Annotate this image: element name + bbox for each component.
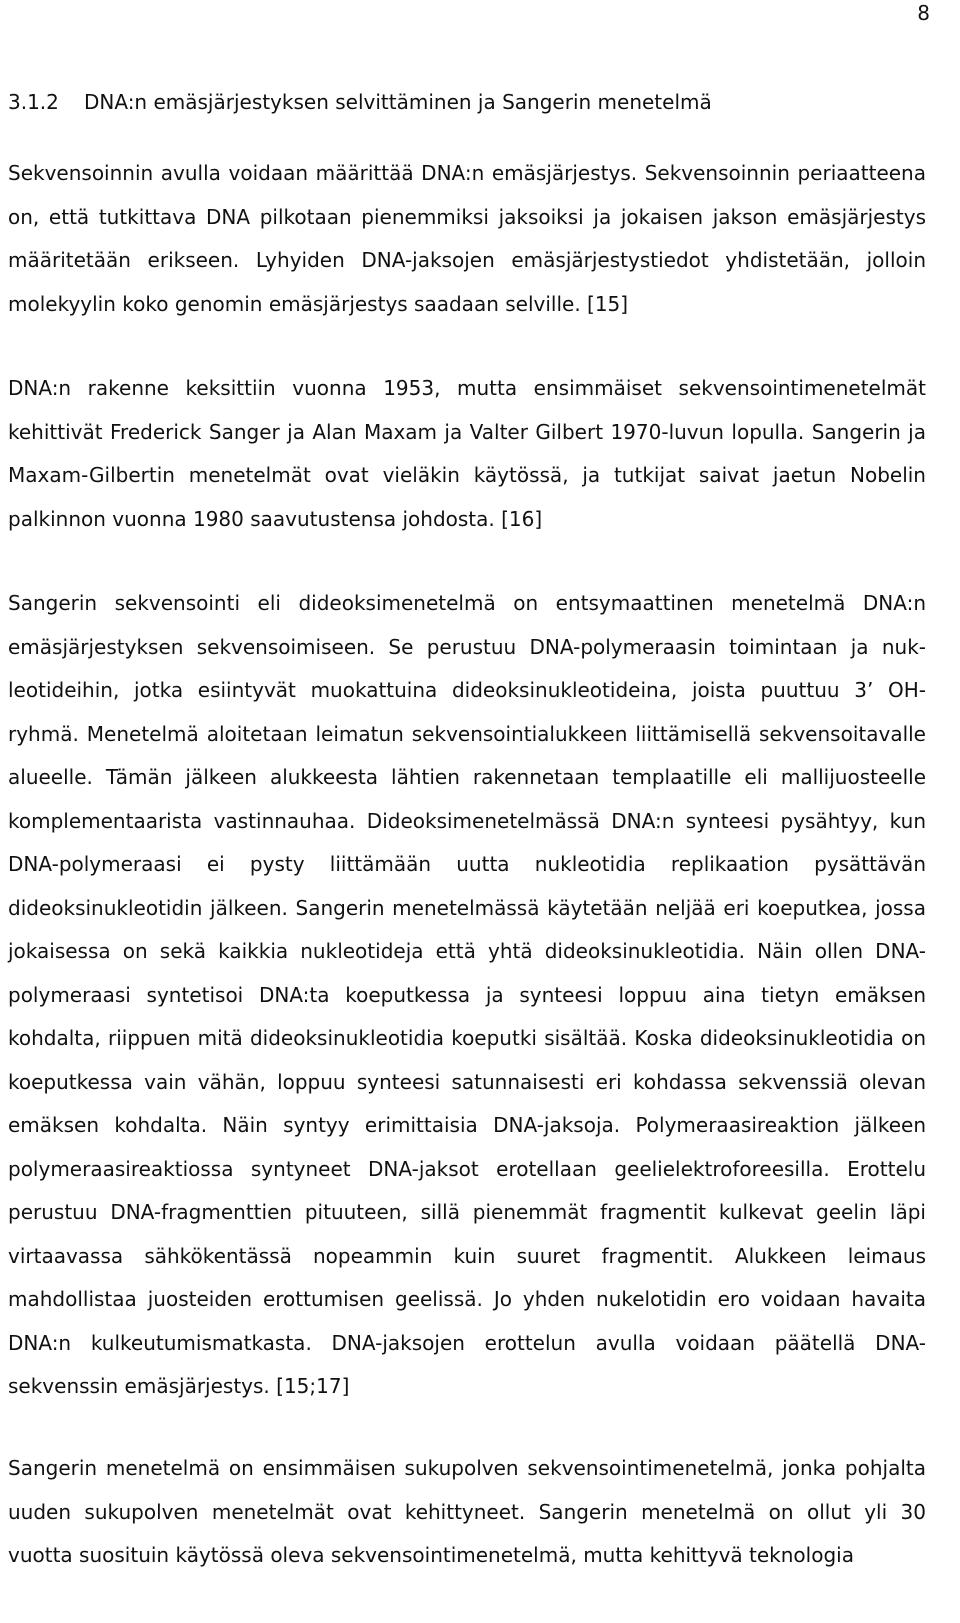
section-heading: [8, 86, 930, 118]
paragraph-history: DNA:n rakenne keksittiin vuonna 1953, mutta ensimmäiset sekvensointimenetelmät kehittivät Frederick Sanger ja Alan Maxam ja Valter Gilbert 1970-luvun lopulla. Sangerin ja Maxam-Gilbertin menetelmät ovat vieläkin käytössä, ja tutkijat saivat jaetun Nobelin palkinnon vuonna 1980 saavutustensa johdosta. [16]: [8, 376, 926, 531]
paragraph-first-generation: Sangerin menetelmä on ensimmäisen sukupolven sekvensointimenetelmä, jonka pohjalta uuden sukupolven menetelmät ovat kehittyneet. Sangerin menetelmä on ollut yli 30 vuotta suosituin käytössä oleva sekvensointimenetelmä, mutta kehittyvä teknologia: [8, 1456, 926, 1567]
section-number: 3.1.2: [8, 90, 59, 114]
page-number: 8: [917, 1, 930, 25]
paragraph-sanger-method: Sangerin sekvensointi eli dideoksimenetelmä on entsymaattinen menetelmä DNA:n emäsjärjestyksen sekvensoimiseen. Se perustuu DNA-polymeraasin toimintaan ja nukleotideihin, jotka esiintyvät muokattuina dideoksinukleotideina, joista puuttuu 3’ OH-ryhmä. Menetelmä aloitetaan leimatun sekvensointialukkeen liittämisellä sekvensoitavalle alueelle. Tämän jälkeen alukkeesta lähtien rakennetaan templaatille eli mallijuosteelle komplementaarista vastinnauhaa. Dideoksimenetelmässä DNA:n synteesi pysähtyy, kun DNA-polymeraasi ei pysty liittämään uutta nukleotidia replikaation pysättävän dideoksinukleotidin jälkeen. Sangerin menetelmässä käytetään neljää eri koeputkea, jossa jokaisessa on sekä kaikkia nukleotideja että yhtä dideoksinukleotidia. Näin ollen DNA-polymeraasi syntetisoi DNA:ta koeputkessa ja synteesi loppuu aina tietyn emäksen kohdalta, riippuen mitä dideoksinukleotidia koeputki sisältää. Koska dideoksinukleotidia on koeputkessa vain vähän, loppuu synteesi satunnaisesti eri kohdassa sekvenssiä olevan emäksen kohdalta. Näin syntyy erimittaisia DNA-jaksoja. Polymeraasireaktion jälkeen polymeraasireaktiossa syntyneet DNA-jaksot erotellaan geelielektroforeesilla. Erottelu perustuu DNA-fragmenttien pituuteen, sillä pienemmät fragmentit kulkevat geelin läpi virtaavassa sähkökentässä nopeammin kuin suuret fragmentit. Alukkeen leimaus mahdollistaa juosteiden erottumisen geelissä. Jo yhden nukelotidin ero voidaan havaita DNA:n kulkeutumismatkasta. DNA-jaksojen erottelun avulla voidaan päätellä DNA-sekvenssin emäsjärjestys. [15;17]: [8, 591, 926, 1398]
paragraph-sequencing-intro: Sekvensoinnin avulla voidaan määrittää DNA:n emäsjärjestys. Sekvensoinnin periaatteena on, että tutkittava DNA pilkotaan pienemmiksi jaksoiksi ja jokaisen jakson emäsjärjestys määritetään erikseen. Lyhyiden DNA-jaksojen emäsjärjestystiedot yhdistetään, jolloin molekyylin koko genomin emäsjärjestys saadaan selville. [15]: [8, 161, 926, 316]
section-title: DNA:n emäsjärjestyksen selvittäminen ja Sangerin menetelmä: [84, 90, 712, 114]
